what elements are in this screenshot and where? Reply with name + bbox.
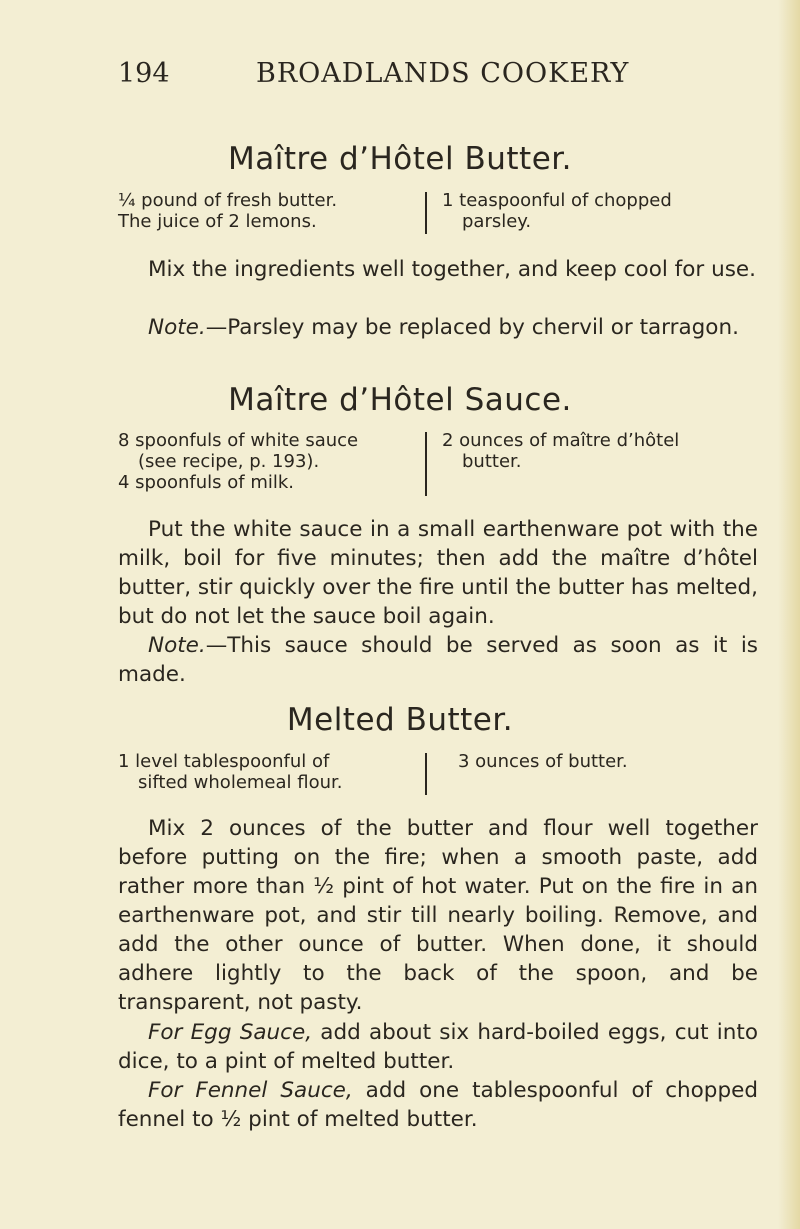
ingredient-line: 1 teaspoonful of chopped (442, 190, 672, 211)
note-text: —This sauce should be served as soon as it is made. (118, 633, 758, 687)
variant-text: add about six hard-boiled eggs, cut into dice, to a pint of melted butter. (118, 1020, 758, 1074)
running-head (118, 58, 678, 98)
ingredients-divider (425, 432, 427, 496)
ingredients-right-column (442, 430, 762, 472)
ingredient-line: 2 ounces of maître d’hôtel (442, 430, 680, 451)
ingredient-line: sifted wholemeal flour. (138, 772, 343, 793)
ingredients-melted-butter (118, 751, 758, 795)
ingredient-line: (see recipe, p. 193). (138, 451, 320, 472)
section-title-melted-butter: Melted Butter. (286, 702, 514, 738)
ingredients-divider (425, 753, 427, 795)
ingredient-line: 3 ounces of butter. (458, 751, 628, 772)
paragraph (118, 255, 758, 284)
ingredient-line: ¼ pound of fresh butter. (118, 190, 338, 211)
ingredient-line: 1 level tablespoonful of (118, 751, 330, 772)
ingredients-left-column (118, 751, 418, 793)
paragraph (118, 515, 758, 631)
note-text: —Parsley may be replaced by chervil or tarragon. (205, 315, 739, 340)
ingredients-right-column (442, 190, 762, 232)
paragraph-text: Put the white sauce in a small earthenware pot with the milk, boil for five minutes; then add the maître d’hôtel butter, stir quickly over the fire until the butter has melted, but do not let the sauce boil again. (118, 517, 758, 629)
page-edge-shading (778, 0, 800, 1229)
ingredient-line: 4 spoonfuls of milk. (118, 472, 295, 493)
note-paragraph (118, 631, 758, 689)
ingredients-divider (425, 192, 427, 234)
ingredients-maitre-sauce (118, 430, 758, 496)
note-label: Note. (148, 633, 206, 658)
ingredients-maitre-butter (118, 190, 758, 234)
variant-paragraph (118, 1018, 758, 1076)
ingredient-line: The juice of 2 lemons. (118, 211, 317, 232)
ingredient-line: butter. (462, 451, 522, 472)
ingredients-left-column (118, 190, 418, 232)
variant-label: For Fennel Sauce, (148, 1078, 353, 1103)
variant-paragraph (118, 1076, 758, 1134)
section-title-maitre-butter: Maître d’Hôtel Butter. (227, 141, 573, 177)
ingredients-left-column (118, 430, 418, 493)
variant-label: For Egg Sauce, (148, 1020, 313, 1045)
section-title-maitre-sauce: Maître d’Hôtel Sauce. (228, 382, 572, 418)
running-title: BROADLANDS COOKERY (256, 58, 630, 89)
ingredient-line: 8 spoonfuls of white sauce (118, 430, 359, 451)
ingredient-line: parsley. (462, 211, 532, 232)
page-number: 194 (118, 58, 170, 89)
note-label: Note. (148, 315, 206, 340)
variant-text: add one tablespoonful of chopped fennel to ½ pint of melted butter. (118, 1078, 758, 1132)
paragraph (118, 814, 758, 1017)
paragraph-text: Mix 2 ounces of the butter and flour well together before putting on the fire; when a smooth paste, add rather more than ½ pint of hot water. Put on the fire in an earthenware pot, and stir till nearly boiling. Remove, and add the other ounce of butter. When done, it should adhere lightly to the back of the spoon, and be transparent, not pasty. (118, 816, 758, 1015)
paragraph-text: Mix the ingredients well together, and keep cool for use. (148, 257, 756, 282)
note-paragraph (118, 313, 758, 342)
ingredients-right-column (458, 751, 778, 772)
